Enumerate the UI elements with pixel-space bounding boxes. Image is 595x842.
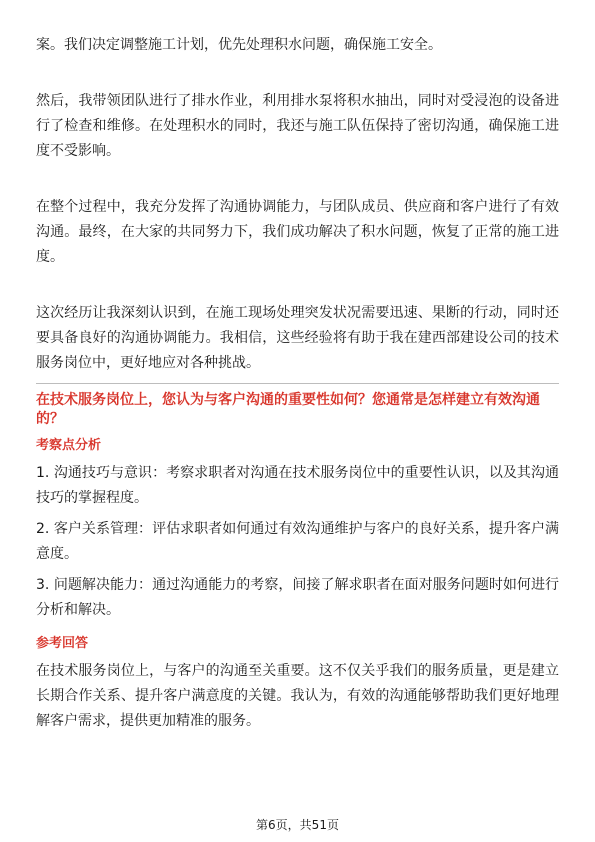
page-content	[36, 33, 559, 734]
answer-paragraph: 在技术服务岗位上，与客户的沟通至关重要。这不仅关乎我们的服务质量，更是建立长期合作关系、提升客户满意度的关键。我认为，有效的沟通能够帮助我们更好地理解客户需求，提供更加精准的服务。	[36, 663, 559, 729]
paragraph-2: 然后，我带领团队进行了排水作业，利用排水泵将积水抽出，同时对受浸泡的设备进行了检查和维修。在处理积水的同时，我还与施工队伍保持了密切沟通，确保施工进度不受影响。	[36, 93, 559, 159]
interview-question: 在技术服务岗位上，您认为与客户沟通的重要性如何？您通常是怎样建立有效沟通的？	[36, 392, 540, 427]
analysis-item-2: 2. 客户关系管理：评估求职者如何通过有效沟通维护与客户的良好关系，提升客户满意度。	[36, 521, 559, 562]
section-divider	[36, 383, 559, 384]
analysis-item-1: 1. 沟通技巧与意识：考察求职者对沟通在技术服务岗位中的重要性认识，以及其沟通技巧的掌握程度。	[36, 465, 559, 506]
analysis-heading: 考察点分析	[36, 438, 102, 453]
paragraph-3: 在整个过程中，我充分发挥了沟通协调能力，与团队成员、供应商和客户进行了有效沟通。最终，在大家的共同努力下，我们成功解决了积水问题，恢复了正常的施工进度。	[36, 199, 559, 265]
answer-heading: 参考回答	[36, 636, 89, 651]
page-number: 第6页，共51页	[256, 818, 339, 832]
paragraph-1: 案。我们决定调整施工计划，优先处理积水问题，确保施工安全。	[36, 37, 442, 53]
analysis-item-3: 3. 问题解决能力：通过沟通能力的考察，间接了解求职者在面对服务问题时如何进行分析和解决。	[36, 577, 559, 618]
paragraph-4: 这次经历让我深刻认识到，在施工现场处理突发状况需要迅速、果断的行动，同时还要具备良好的沟通协调能力。我相信，这些经验将有助于我在建西部建设公司的技术服务岗位中，更好地应对各种挑战。	[36, 305, 559, 371]
